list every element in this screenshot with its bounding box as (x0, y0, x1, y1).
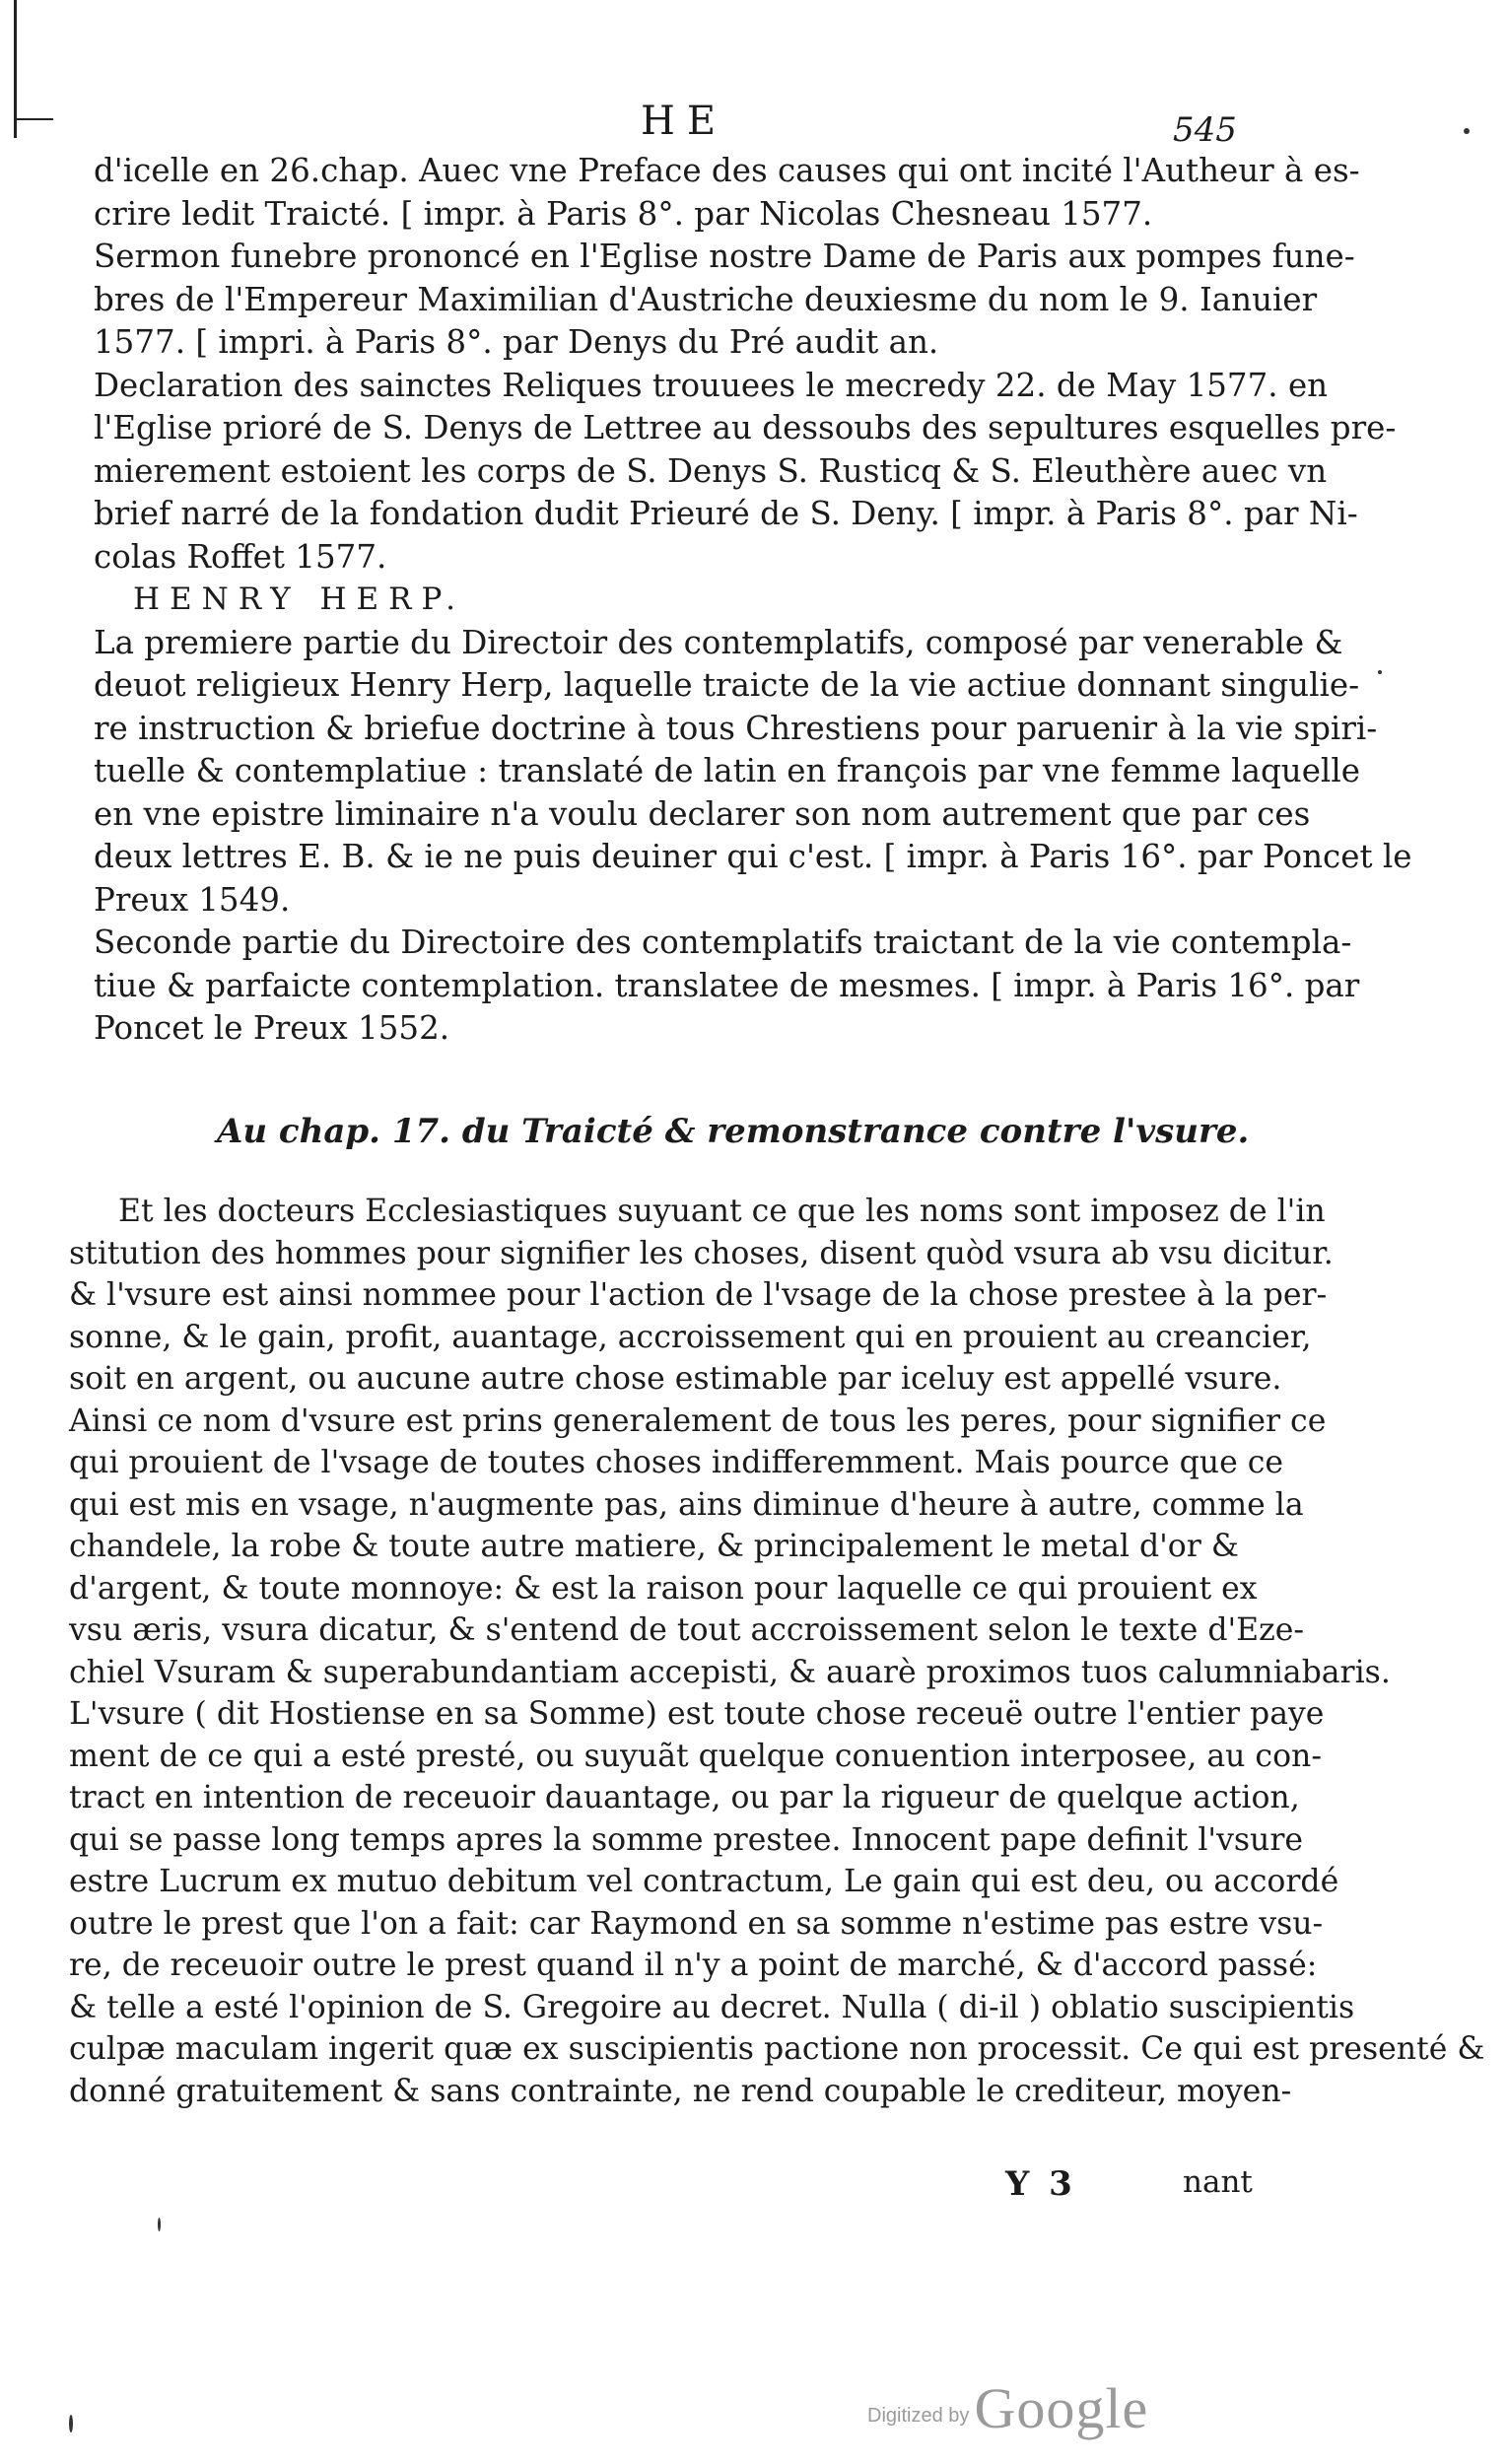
text-line: 1577. [ impri. à Paris 8°. par Denys du Pré audit an. (94, 323, 939, 361)
text-line: La premiere partie du Directoir des contemplatifs, composé par venerable & (94, 623, 1343, 661)
catchword: nant (1183, 2164, 1253, 2200)
text-line: sonne, & le gain, profit, auantage, accroissement qui en prouient au creancier, (69, 1319, 1312, 1355)
text-line: estre Lucrum ex mutuo debitum vel contractum, Le gain qui est deu, ou accordé (69, 1864, 1339, 1899)
text-line: qui prouient de l'vsage de toutes choses indifferemment. Mais pource que ce (69, 1445, 1284, 1480)
binding-edge-mark (14, 0, 17, 138)
text-line: Sermon funebre prononcé en l'Eglise nostre Dame de Paris aux pompes fune- (94, 238, 1355, 275)
digitized-watermark (867, 2375, 1148, 2441)
signature-mark: Y 3 (1005, 2164, 1076, 2204)
running-head: HE (641, 99, 728, 144)
text-line: bres de l'Empereur Maximilian d'Austriche deuxiesme du nom le 9. Ianuier (94, 280, 1318, 318)
text-line: stitution des hommes pour signifier les choses, disent quòd vsura ab vsu dicitur. (69, 1235, 1334, 1271)
text-line: donné gratuitement & sans contrainte, ne rend coupable le crediteur, moyen- (69, 2073, 1292, 2109)
author-heading: HENRY HERP. (133, 582, 465, 617)
ink-speck (1378, 670, 1382, 674)
text-line: tuelle & contemplatiue : translaté de latin en françois par vne femme laquelle (94, 752, 1360, 789)
text-line: mierement estoient les corps de S. Denys S. Rusticq & S. Eleuthère auec vn (94, 451, 1328, 490)
text-line: re, de receuoir outre le prest quand il n'y a point de marché, & d'accord passé: (69, 1948, 1318, 1983)
text-line: d'argent, & toute monnoye: & est la raison pour laquelle ce qui prouient ex (69, 1570, 1258, 1607)
text-line: outre le prest que l'on a fait: car Raymond en sa somme n'estime pas estre vsu- (69, 1905, 1324, 1942)
watermark-prefix: Digitized by (867, 2405, 970, 2427)
text-line: Preux 1549. (94, 880, 291, 919)
text-line: L'vsure ( dit Hostiense en sa Somme) est toute chose receuë outre l'entier paye (69, 1696, 1325, 1732)
text-line: Seconde partie du Directoire des contemplatifs traictant de la vie contempla- (94, 924, 1352, 961)
text-line: Declaration des sainctes Reliques trouuees le mecredy 22. de May 1577. en (94, 366, 1329, 404)
text-line: brief narré de la fondation dudit Prieuré de S. Deny. [ impr. à Paris 8°. par Ni- (94, 495, 1358, 532)
text-line: tiue & parfaicte contemplation. translatee de mesmes. [ impr. à Paris 16°. par (94, 966, 1360, 1004)
bibliography-block (94, 150, 1412, 1051)
text-line: colas Roffet 1577. (94, 537, 387, 576)
text-line: en vne epistre liminaire n'a voulu declarer son nom autrement que par ces (94, 794, 1311, 833)
text-line: Ainsi ce nom d'vsure est prins generalement de tous les peres, pour signifier ce (69, 1403, 1327, 1439)
text-line: soit en argent, ou aucune autre chose estimable par iceluy est appellé vsure. (69, 1361, 1282, 1397)
text-line: Et les docteurs Ecclesiastiques suyuant ce que les noms sont imposez de l'in (118, 1194, 1326, 1229)
body-text (69, 1191, 1485, 2112)
text-line: tract en intention de receuoir dauantage, ou par la rigueur de quelque action, (69, 1780, 1300, 1815)
text-line: crire ledit Traicté. [ impr. à Paris 8°. par Nicolas Chesneau 1577. (94, 194, 1153, 233)
text-line: qui se passe long temps apres la somme prestee. Innocent pape definit l'vsure (69, 1821, 1304, 1858)
text-line: deuot religieux Henry Herp, laquelle traicte de la vie actiue donnant singulie- (94, 666, 1360, 704)
ink-speck (158, 2218, 161, 2231)
text-line: & l'vsure est ainsi nommee pour l'action de l'vsage de la chose prestee à la per- (69, 1277, 1328, 1313)
text-line: ment de ce qui a esté presté, ou suyuãt quelque conuention interposee, au con- (69, 1738, 1322, 1774)
page-number: 545 (1173, 110, 1237, 150)
google-logo: Google (974, 2376, 1149, 2440)
text-line: qui est mis en vsage, n'augmente pas, ains diminue d'heure à autre, comme la (69, 1486, 1304, 1523)
text-line: chiel Vsuram & superabundantiam accepisti, & auarè proximos tuos calumniabaris. (69, 1654, 1391, 1690)
text-line: chandele, la robe & toute autre matiere, & principalement le metal d'or & (69, 1529, 1239, 1564)
ink-speck (1464, 128, 1470, 134)
section-title: Au chap. 17. du Traicté & remonstrance contre l'vsure. (217, 1112, 1250, 1151)
text-line: d'icelle en 26.chap. Auec vne Preface des causes qui ont incité l'Autheur à es- (94, 152, 1360, 189)
binding-edge-mark (14, 118, 53, 120)
ink-speck (69, 2415, 73, 2432)
text-line: deux lettres E. B. & ie ne puis deuiner qui c'est. [ impr. à Paris 16°. par Poncet le (94, 838, 1412, 875)
text-line: Poncet le Preux 1552. (94, 1009, 450, 1047)
text-line: vsu æris, vsura dicatur, & s'entend de tout accroissement selon le texte d'Eze- (69, 1612, 1305, 1648)
text-line: & telle a esté l'opinion de S. Gregoire au decret. Nulla ( di-il ) oblatio suscipientis (69, 1989, 1355, 2025)
text-line: re instruction & briefue doctrine à tous Chrestiens pour paruenir à la vie spiri- (94, 709, 1378, 747)
text-line: l'Eglise prioré de S. Denys de Lettree au dessoubs des sepultures esquelles pre- (94, 409, 1397, 446)
text-line: culpæ maculam ingerit quæ ex suscipientis pactione non processit. Ce qui est presenté & (69, 2031, 1485, 2067)
